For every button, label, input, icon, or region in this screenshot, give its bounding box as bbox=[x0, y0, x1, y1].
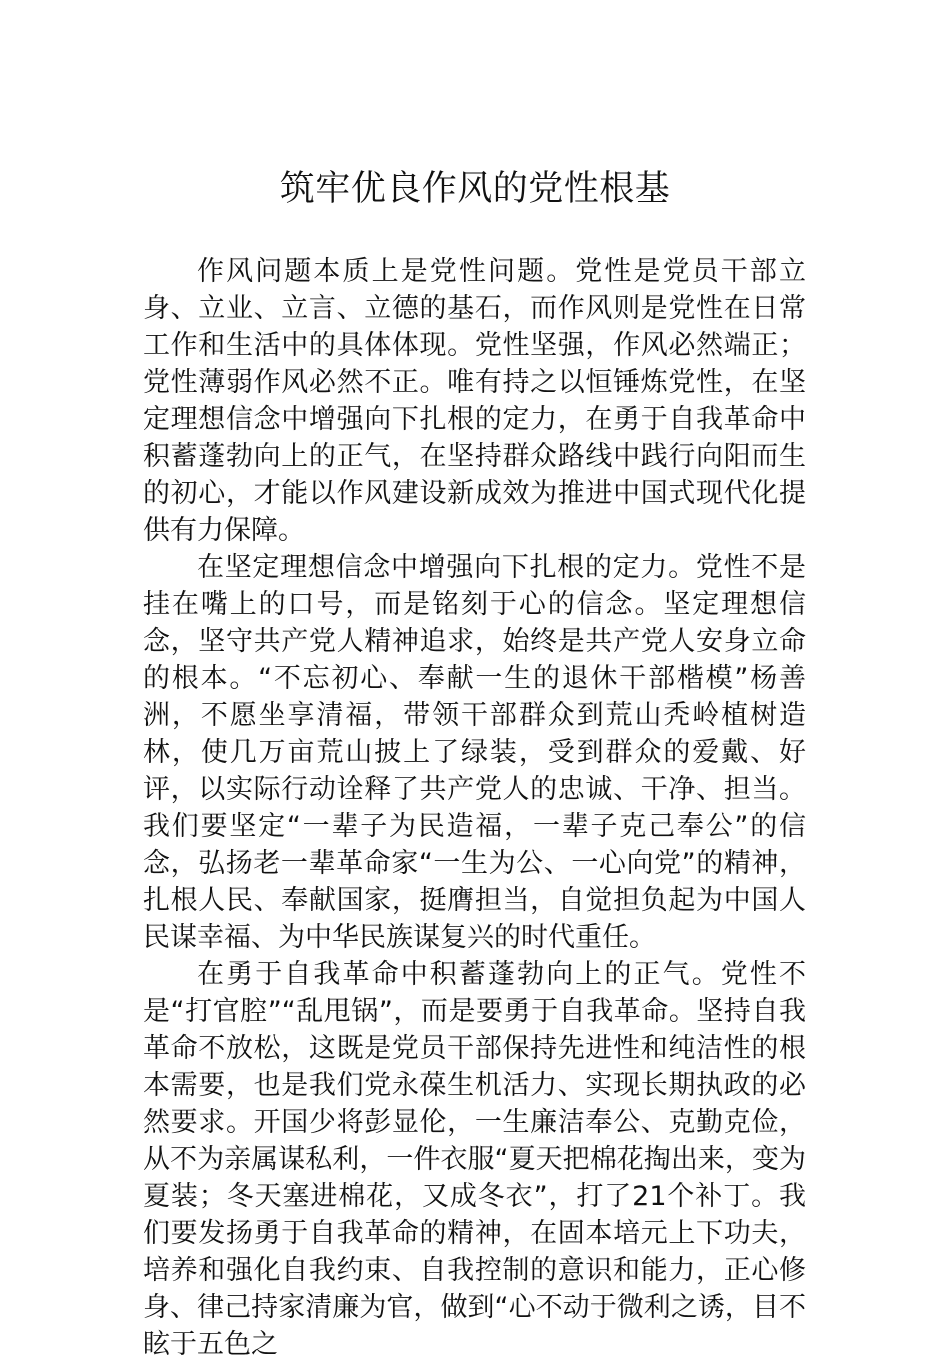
document-title: 筑牢优良作风的党性根基 bbox=[279, 169, 671, 209]
paragraph-self-revolution: 在勇于自我革命中积蓄蓬勃向上的正气。党性不是“打官腔”“乱甩锅”，而是要勇于自我革命。坚持自我革命不放松，这既是党员干部保持先进性和纯洁性的根本需要，也是我们党永葆生机活力、实现长期执政的必然要求。开国少将彭显伦，一生廉洁奉公、克勤克俭，从不为亲属谋私利，一件衣服“夏天把棉花掏出来，变为夏装；冬天塞进棉花，又成冬衣”，打了21个补丁。我们要发扬勇于自我革命的精神，在固本培元上下功夫，培养和强化自我约束、自我控制的意识和能力，正心修身、律己持家清廉为官，做到“心不动于微利之诱，目不眩于五色之 bbox=[143, 959, 806, 1360]
document-body bbox=[143, 253, 806, 1363]
paragraph-ideals: 在坚定理想信念中增强向下扎根的定力。党性不是挂在嘴上的口号，而是铭刻于心的信念。坚定理想信念，坚守共产党人精神追求，始终是共产党人安身立命的根本。“不忘初心、奉献一生的退休干部楷模”杨善洲，不愿坐享清福，带领干部群众到荒山秃岭植树造林，使几万亩荒山披上了绿装，受到群众的爱戴、好评，以实际行动诠释了共产党人的忠诚、干净、担当。我们要坚定“一辈子为民造福，一辈子克己奉公”的信念，弘扬老一辈革命家“一生为公、一心向党”的精神，扎根人民、奉献国家，挺膺担当，自觉担负起为中国人民谋幸福、为中华民族谋复兴的时代重任。 bbox=[143, 552, 806, 953]
paragraph-intro: 作风问题本质上是党性问题。党性是党员干部立身、立业、立言、立德的基石，而作风则是党性在日常工作和生活中的具体体现。党性坚强，作风必然端正；党性薄弱作风必然不正。唯有持之以恒锤炼党性，在坚定理想信念中增强向下扎根的定力，在勇于自我革命中积蓄蓬勃向上的正气，在坚持群众路线中践行向阳而生的初心，才能以作风建设新成效为推进中国式现代化提供有力保障。 bbox=[143, 256, 806, 546]
